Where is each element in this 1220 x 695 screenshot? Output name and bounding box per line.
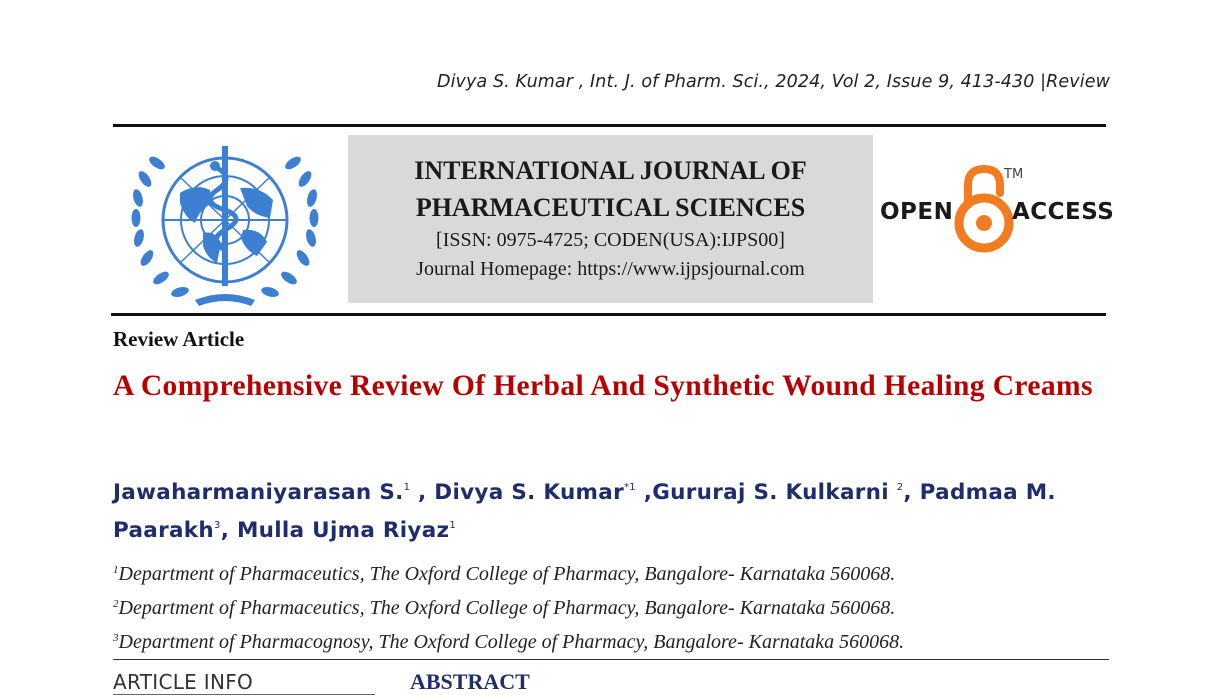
author-affiliation-mark: 1	[449, 520, 457, 531]
header-rule-bottom	[111, 313, 1106, 316]
affiliation-text: Department of Pharmaceutics, The Oxford College of Pharmacy, Bangalore- Karnataka 560068.	[118, 563, 896, 585]
author-affiliation-mark: 1	[403, 482, 411, 493]
affiliation-list	[113, 555, 1103, 657]
author-name[interactable]: Divya S. Kumar	[434, 480, 624, 505]
author-name[interactable]: Jawaharmaniyarasan S.	[113, 480, 404, 505]
affiliation-text: Department of Pharmacognosy, The Oxford College of Pharmacy, Bangalore- Karnataka 560068.	[118, 631, 905, 653]
affiliation-item	[113, 589, 1103, 623]
journal-banner	[348, 135, 873, 303]
article-info-heading: ARTICLE INFO	[113, 670, 254, 694]
author-name[interactable]: Gururaj S. Kulkarni	[652, 480, 897, 505]
open-access-word-open: OPEN	[880, 199, 954, 225]
author-affiliation-mark: 3	[214, 520, 221, 531]
affiliation-number: 3	[113, 632, 119, 644]
abstract-heading: ABSTRACT	[410, 669, 530, 694]
author-separator: ,	[410, 480, 435, 505]
author-list	[113, 471, 1073, 547]
journal-homepage[interactable]: Journal Homepage: https://www.ijpsjournal.com	[416, 258, 805, 280]
author-separator: ,	[903, 480, 920, 505]
author-separator: ,	[220, 518, 237, 543]
open-access-word-access: ACCESS	[1012, 199, 1115, 225]
article-type: Review Article	[113, 327, 245, 351]
journal-issn: [ISSN: 0975-4725; CODEN(USA):IJPS00]	[436, 229, 785, 251]
journal-name-line2: PHARMACEUTICAL SCIENCES	[415, 193, 806, 222]
affiliation-item	[113, 555, 1103, 589]
header-rule-top	[113, 124, 1106, 127]
author-affiliation-mark: *1	[623, 482, 636, 493]
affiliation-number: 2	[113, 598, 119, 610]
affiliation-item	[113, 623, 1103, 657]
section-divider	[113, 659, 1109, 660]
caduceus-globe-emblem-icon	[125, 138, 325, 308]
journal-name-line1: INTERNATIONAL JOURNAL OF	[414, 156, 807, 185]
author-name[interactable]: Padmaa M. Paarakh	[113, 480, 1056, 543]
author-affiliation-mark: 2	[896, 482, 904, 493]
affiliation-number: 1	[113, 564, 119, 576]
author-separator: ,	[635, 480, 653, 505]
article-title: A Comprehensive Review Of Herbal And Synthetic Wound Healing Creams	[113, 370, 1093, 402]
affiliation-text: Department of Pharmaceutics, The Oxford College of Pharmacy, Bangalore- Karnataka 560068.	[118, 597, 896, 619]
author-name[interactable]: Mulla Ujma Riyaz	[236, 518, 450, 543]
open-access-badge	[880, 165, 1115, 255]
open-access-trademark: TM	[1004, 167, 1024, 182]
running-head: Divya S. Kumar , Int. J. of Pharm. Sci., 2024, Vol 2, Issue 9, 413-430 |Review	[437, 72, 1110, 92]
